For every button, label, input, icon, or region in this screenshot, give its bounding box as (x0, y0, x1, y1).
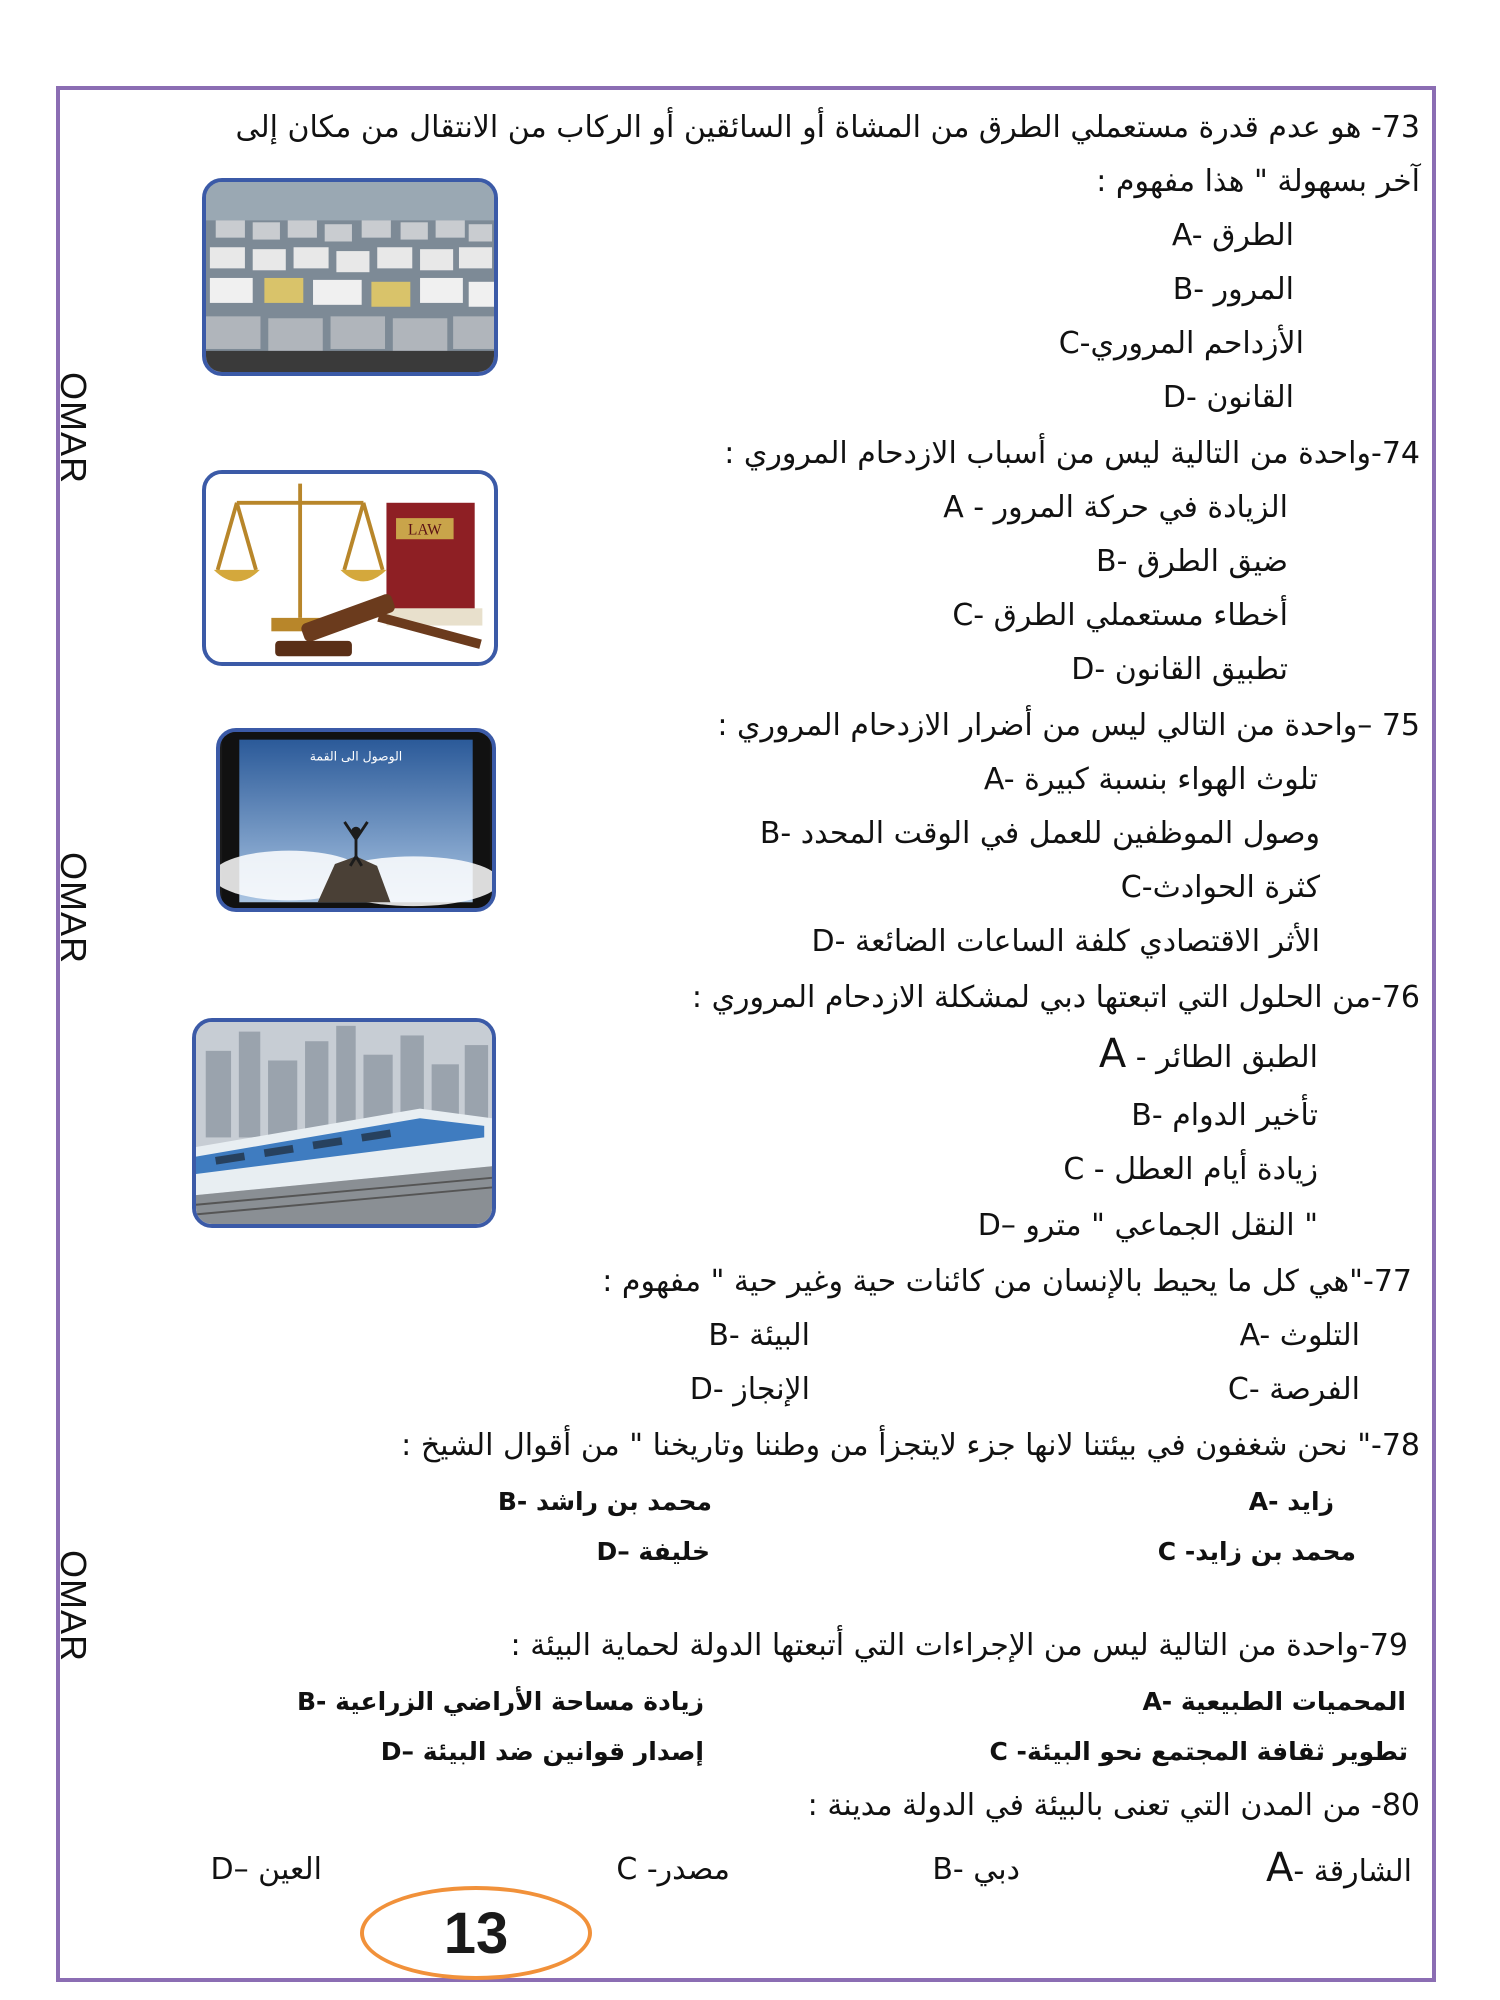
question-77-option-c: C- الفرصة (1227, 1372, 1360, 1407)
question-73-stem-line2: آخر بسهولة " هذا مفهوم : (1096, 164, 1420, 199)
dubai-metro-image (192, 1018, 496, 1228)
law-book-label: LAW (407, 521, 442, 539)
question-77-option-b: B- البيئة (708, 1318, 810, 1353)
question-80-option-d: D– العين (210, 1852, 322, 1887)
question-80-option-a-text: - الشارقة (1293, 1854, 1412, 1889)
question-79-option-c: C -تطوير ثقافة المجتمع نحو البيئة (989, 1737, 1408, 1766)
question-78-option-c: C -محمد بن زايد (1157, 1537, 1356, 1566)
question-73-stem-line1: 73- هو عدم قدرة مستعملي الطرق من المشاة أو السائقين أو الركاب من الانتقال من مكان إلى (235, 110, 1420, 145)
question-79-option-d: D– إصدار قوانين ضد البيئة (380, 1737, 704, 1766)
summit-image (216, 728, 496, 912)
question-75-option-a: A- تلوث الهواء بنسبة كبيرة (983, 762, 1318, 797)
question-76-option-a-text: - الطبق الطائر (1135, 1040, 1318, 1075)
page-number: 13 (360, 1886, 592, 1980)
question-77-option-d: D- الإنجاز (689, 1372, 810, 1407)
traffic-jam-image (202, 178, 498, 376)
question-75-stem: 75 –واحدة من التالي ليس من أضرار الازدحام المروري : (717, 708, 1420, 743)
question-75-option-c: C-كثرة الحوادث (1120, 870, 1320, 905)
question-73-option-d: D- القانون (1162, 380, 1294, 415)
summit-caption: الوصول الى القمة (309, 748, 403, 764)
question-75-option-d: D- الأثر الاقتصادي كلفة الساعات الضائعة (811, 924, 1320, 959)
question-74-option-a: A - الزيادة في حركة المرور (943, 490, 1288, 525)
summit-illustration (220, 732, 492, 908)
traffic-jam-illustration (206, 182, 494, 372)
question-78-option-a: A- زايد (1248, 1487, 1334, 1516)
question-80-option-c: C -مصدر (616, 1852, 730, 1887)
question-76-option-d: D– النقل الجماعي " مترو " (977, 1208, 1318, 1243)
question-79-stem: 79-واحدة من التالية ليس من الإجراءات التي أتبعتها الدولة لحماية البيئة : (510, 1628, 1408, 1663)
side-watermark: OMAR (53, 372, 94, 484)
question-74-stem: 74-واحدة من التالية ليس من أسباب الازدحام المروري : (724, 436, 1420, 471)
question-74-option-b: B- ضيق الطرق (1096, 544, 1288, 579)
question-78-option-d: D– خليفة (596, 1537, 710, 1566)
question-80-option-a-letter: A (1265, 1845, 1294, 1891)
question-79-option-b: B- زيادة مساحة الأراضي الزراعية (296, 1687, 704, 1716)
question-77-option-a: A- التلوث (1239, 1318, 1360, 1353)
question-76-option-c: C - زيادة أيام العطل (1063, 1152, 1318, 1187)
question-79-option-a: A- المحميات الطبيعية (1142, 1687, 1406, 1716)
question-80-stem: 80- من المدن التي تعنى بالبيئة في الدولة مدينة : (807, 1788, 1420, 1823)
question-77-stem: 77-"هي كل ما يحيط بالإنسان من كائنات حية وغير حية " مفهوم : (602, 1264, 1412, 1299)
question-75-option-b: B- وصول الموظفين للعمل في الوقت المحدد (759, 816, 1320, 851)
question-73-option-a: A- الطرق (1171, 218, 1294, 253)
question-76-option-a-letter: A (1098, 1031, 1127, 1077)
question-80-option-b: B- دبي (932, 1852, 1020, 1887)
question-76-option-a (1098, 1031, 1318, 1077)
question-78-option-b: B- محمد بن راشد (497, 1487, 712, 1516)
dubai-metro-illustration (196, 1022, 492, 1224)
question-78-stem: 78-" نحن شغفون في بيئتنا لانها جزء لايتجزأ من وطننا وتاريخنا " من أقوال الشيخ : (401, 1428, 1420, 1463)
question-73-option-c: C-الأزداحم المروري (1058, 326, 1304, 361)
side-watermark: OMAR (53, 1550, 94, 1662)
side-watermark: OMAR (53, 852, 94, 964)
question-74-option-d: D- تطبيق القانون (1071, 652, 1288, 687)
question-76-stem: 76-من الحلول التي اتبعتها دبي لمشكلة الازدحام المروري : (691, 980, 1420, 1015)
law-scales-image (202, 470, 498, 666)
question-76-option-b: B- تأخير الدوام (1131, 1098, 1318, 1133)
question-80-option-a (1265, 1845, 1412, 1891)
scales-and-law-book-illustration (206, 474, 494, 662)
question-73-option-b: B- المرور (1172, 272, 1294, 307)
question-74-option-c: C- أخطاء مستعملي الطرق (952, 598, 1288, 633)
